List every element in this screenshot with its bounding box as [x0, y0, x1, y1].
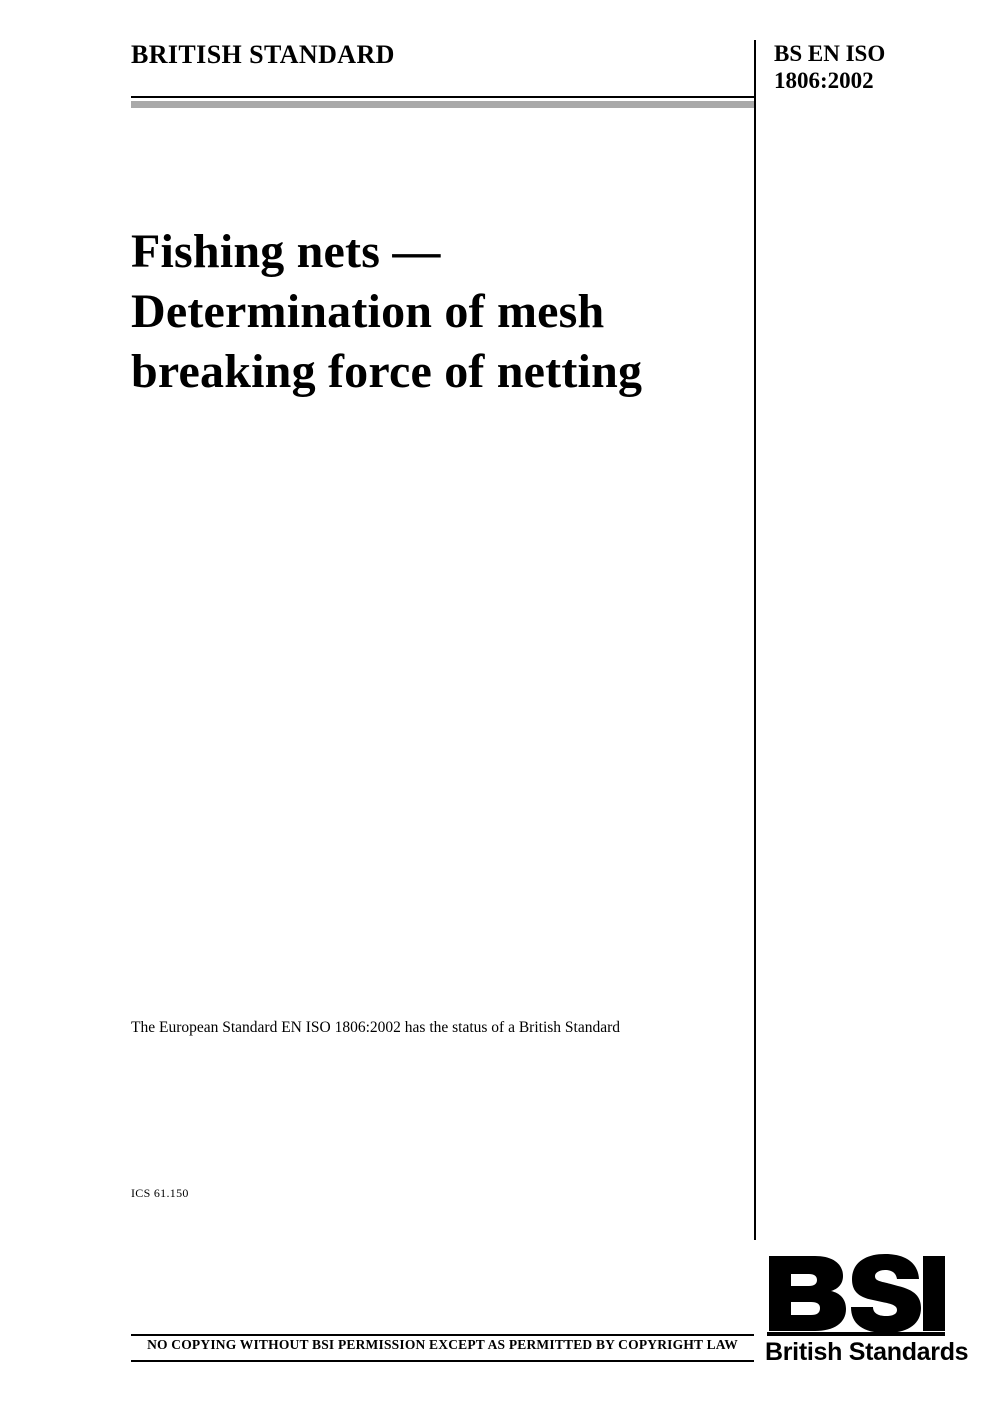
header-rule-thick [131, 101, 754, 108]
ics-code: ICS 61.150 [131, 1186, 189, 1200]
footer-rule-top [131, 1334, 754, 1336]
standard-reference-line-2: 1806:2002 [774, 68, 874, 93]
standard-reference-line-1: BS EN ISO [774, 41, 886, 66]
footer-rule-bottom [131, 1360, 754, 1362]
page-header [131, 40, 943, 110]
status-note: The European Standard EN ISO 1806:2002 has the status of a British Standard [131, 1019, 621, 1036]
page-title: Fishing nets — Determination of mesh breaking force of netting [131, 225, 643, 399]
bsi-logo-mark-icon [765, 1252, 947, 1338]
standard-body-label: BRITISH STANDARD [131, 40, 395, 69]
vertical-divider [754, 40, 756, 1240]
bsi-logo [765, 1252, 969, 1370]
header-rule-thin [131, 96, 754, 98]
bsi-logo-wordmark: British Standards [765, 1338, 969, 1366]
standard-reference [774, 40, 954, 94]
copyright-notice: NO COPYING WITHOUT BSI PERMISSION EXCEPT AS PERMITTED BY COPYRIGHT LAW [147, 1337, 738, 1352]
